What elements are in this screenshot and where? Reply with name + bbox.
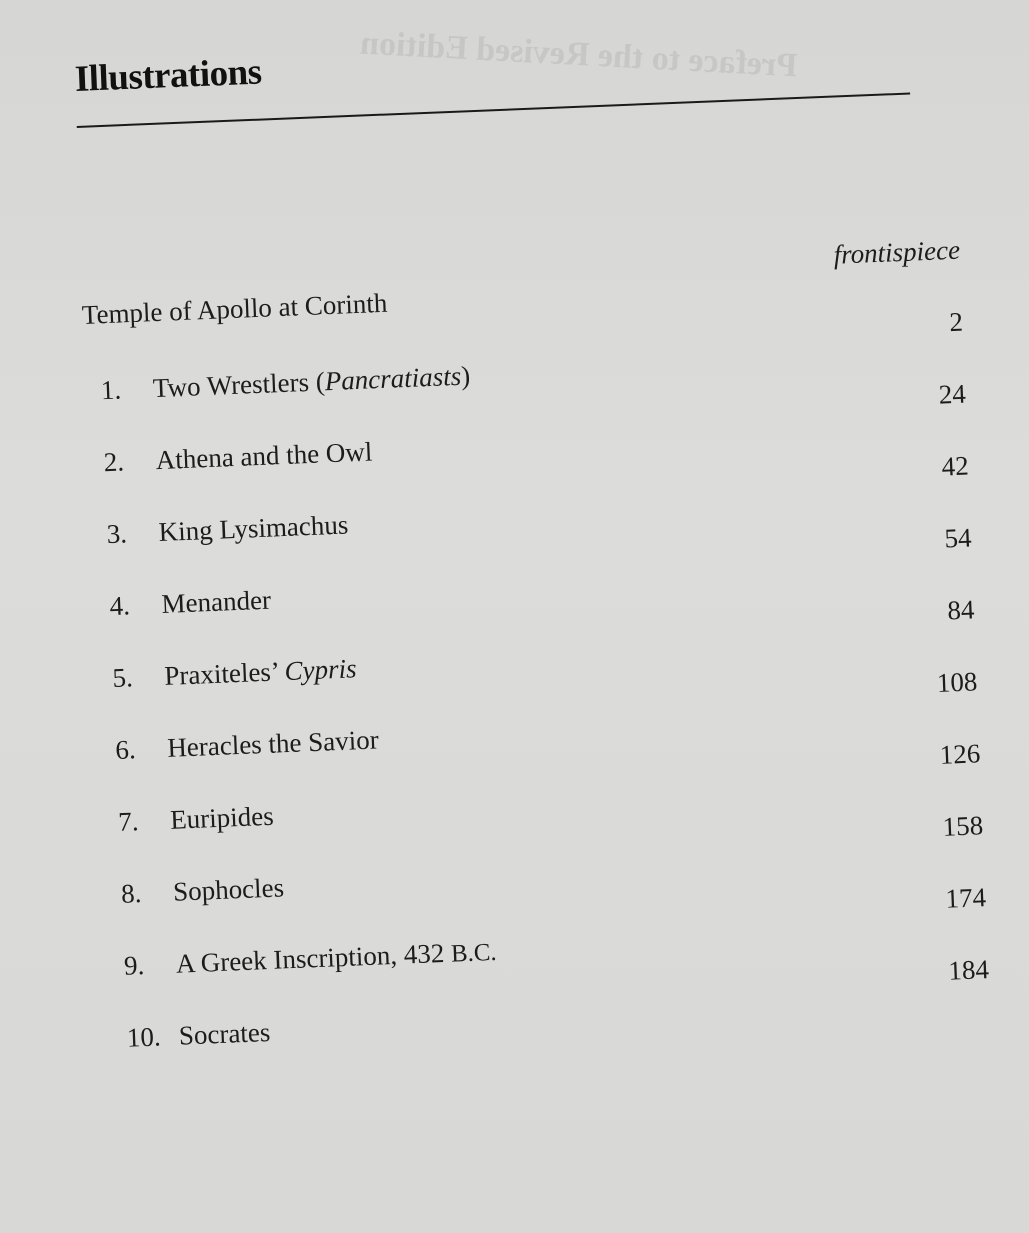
entry-number: 6.: [114, 734, 137, 765]
entry-number: 2.: [103, 446, 125, 478]
entry-number: 10.: [126, 1021, 162, 1053]
entry-label: [96, 651, 357, 695]
entry-number: 7.: [117, 806, 140, 837]
entry-number: 4.: [108, 590, 131, 622]
entry-label: [104, 870, 284, 911]
entry-page: 24: [938, 378, 967, 410]
entry-page: 108: [936, 666, 978, 698]
heading-block: [74, 25, 911, 138]
entry-label: [81, 286, 388, 332]
entry-title-italic: Cypris: [283, 653, 358, 687]
bleed-through-text: Preface to the Revised Edition: [359, 24, 799, 85]
entry-page: 174: [944, 882, 987, 914]
entry-label: [99, 722, 380, 767]
entry-title-italic: Pancratiasts: [324, 360, 462, 397]
entry-page: frontispiece: [832, 234, 961, 270]
entry-label: [93, 583, 272, 624]
entry-title-suffix: B.C.: [450, 938, 498, 968]
entry-page: 158: [942, 810, 984, 842]
entry-title: King Lysimachus: [158, 509, 349, 548]
entry-title: Heracles the Savior: [166, 724, 380, 763]
entry-label: [90, 507, 349, 551]
entry-label: [87, 434, 373, 479]
entry-title: Temple of Apollo at Corinth: [81, 287, 388, 330]
entry-title: Two Wrestlers (: [152, 366, 326, 404]
entry-title: Praxiteles’: [163, 656, 286, 691]
entry-title-suffix: ): [460, 360, 471, 391]
entry-number: 9.: [123, 949, 145, 981]
entry-title: Euripides: [169, 800, 275, 835]
entry-page: 84: [946, 594, 976, 626]
entry-page: 184: [947, 954, 990, 986]
entry-title: Sophocles: [172, 872, 285, 907]
entry-number: 5.: [111, 662, 134, 694]
entry-number: 3.: [106, 518, 128, 550]
entry-number: 8.: [120, 878, 142, 909]
entry-number: 1.: [100, 374, 122, 406]
entry-page: 2: [948, 306, 964, 338]
entry-page: 54: [943, 522, 973, 554]
entry-title: A Greek Inscription, 432: [175, 937, 452, 979]
page-title: Illustrations: [74, 51, 263, 100]
entry-title: Menander: [160, 584, 272, 619]
heading-rule: [77, 92, 910, 127]
entry-page: 42: [941, 450, 970, 482]
entry-label: [110, 1015, 271, 1055]
entry-label: [102, 799, 275, 840]
illustration-list: [80, 233, 991, 1060]
entry-title: Socrates: [178, 1016, 271, 1051]
entry-title: Athena and the Owl: [155, 436, 373, 476]
entry-page: 126: [939, 738, 981, 770]
